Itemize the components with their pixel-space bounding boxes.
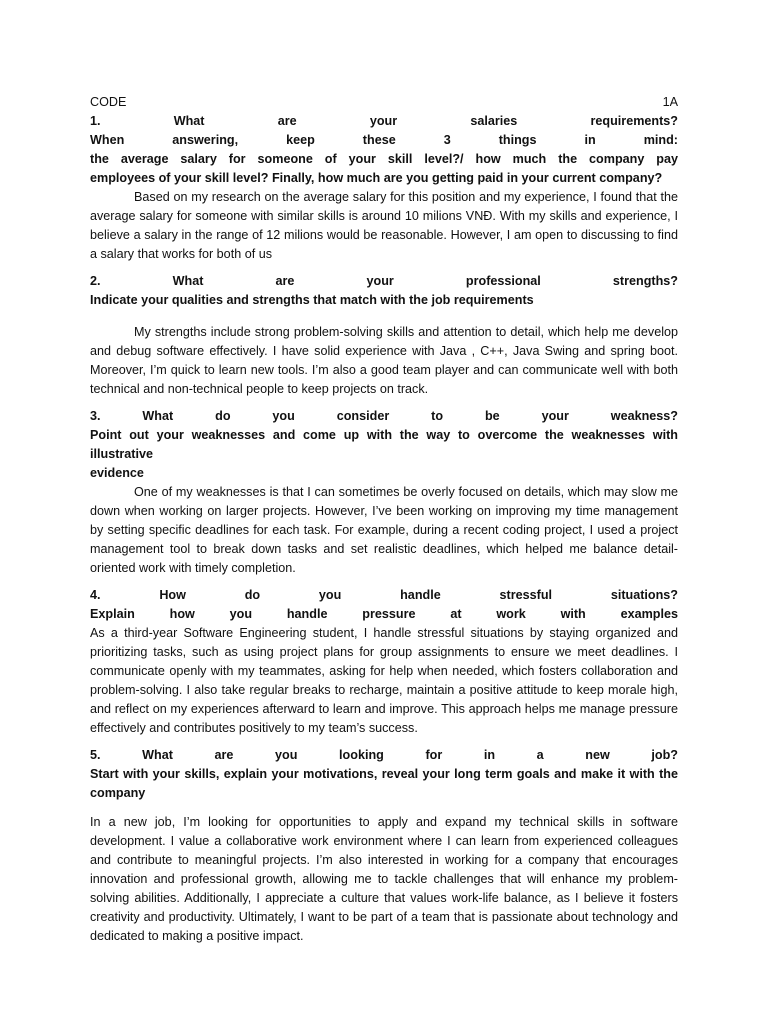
question-5 <box>90 746 678 803</box>
code-header <box>90 93 678 112</box>
code-label: CODE <box>90 95 127 109</box>
answer-2: My strengths include strong problem-solving skills and attention to detail, which help me develop and debug software effectively. I have solid experience with Java , C++, Java Swing and spring boot. Moreover, I’m quick to learn new tools. I’m also a good team player and can communicate well with both technical and non-technical people to keep projects on track. <box>90 325 678 396</box>
question-5-instruction-2: company <box>90 786 146 800</box>
question-1 <box>90 112 678 188</box>
question-2-instruction: Indicate your qualities and strengths that match with the job requirements <box>90 293 534 307</box>
question-3 <box>90 407 678 483</box>
question-1-instruction-2: the average salary for someone of your skill level?/ how much the company pay <box>90 152 678 166</box>
question-3-instruction-1: Point out your weaknesses and come up with the way to overcome the weaknesses with illustrative <box>90 428 678 461</box>
question-2 <box>90 272 678 310</box>
question-3-instruction-2: evidence <box>90 466 144 480</box>
answer-4: As a third-year Software Engineering student, I handle stressful situations by staying organized and prioritizing tasks, such as using project plans for group assignments to ensure we meet deadlines. I communicate openly with my teammates, asking for help when needed, which fosters collaboration and problem-solving. I also take regular breaks to recharge, maintain a positive attitude to keep morale high, and reflect on my experiences afterward to learn and improve. This approach helps me manage pressure effectively and contributes positively to my team’s success. <box>90 626 678 735</box>
question-4-title: 4. How do you handle stressful situations? <box>90 588 678 602</box>
question-4 <box>90 586 678 624</box>
question-3-title: 3. What do you consider to be your weakness? <box>90 409 678 423</box>
answer-3: One of my weaknesses is that I can sometimes be overly focused on details, which may slow me down when working on larger projects. However, I’ve been working on improving my time management by setting specific deadlines for each task. For example, during a recent coding project, I used a project management tool to break down tasks and set realistic deadlines, which helped me balance detail-oriented work with timely completion. <box>90 485 678 575</box>
question-5-instruction-1: Start with your skills, explain your motivations, reveal your long term goals and make it with the <box>90 767 678 781</box>
question-5-title: 5. What are you looking for in a new job? <box>90 748 678 762</box>
code-value: 1A <box>662 95 678 109</box>
answer-5: In a new job, I’m looking for opportunities to apply and expand my technical skills in software development. I value a collaborative work environment where I can learn from experienced colleagues and contribute to meaningful projects. I’m also interested in working for a company that encourages innovation and professional growth, allowing me to tackle challenges that will enhance my problem-solving abilities. Additionally, I appreciate a culture that values work-life balance, as I believe it fosters creativity and productivity. Ultimately, I want to be part of a team that is passionate about technology and dedicated to making a positive impact. <box>90 815 678 943</box>
question-1-instruction-3: employees of your skill level? Finally, how much are you getting paid in your current company? <box>90 171 663 185</box>
question-1-instruction-1: When answering, keep these 3 things in mind: <box>90 133 678 147</box>
document-page <box>90 93 678 946</box>
question-2-title: 2. What are your professional strengths? <box>90 274 678 288</box>
question-1-title: 1. What are your salaries requirements? <box>90 114 678 128</box>
answer-1: Based on my research on the average salary for this position and my experience, I found that the average salary for someone with similar skills is around 10 milions VNĐ. With my skills and experience, I believe a salary in the range of 12 milions would be reasonable. However, I am open to discussing to find a salary that works for both of us <box>90 190 678 261</box>
question-4-instruction: Explain how you handle pressure at work with examples <box>90 607 678 621</box>
